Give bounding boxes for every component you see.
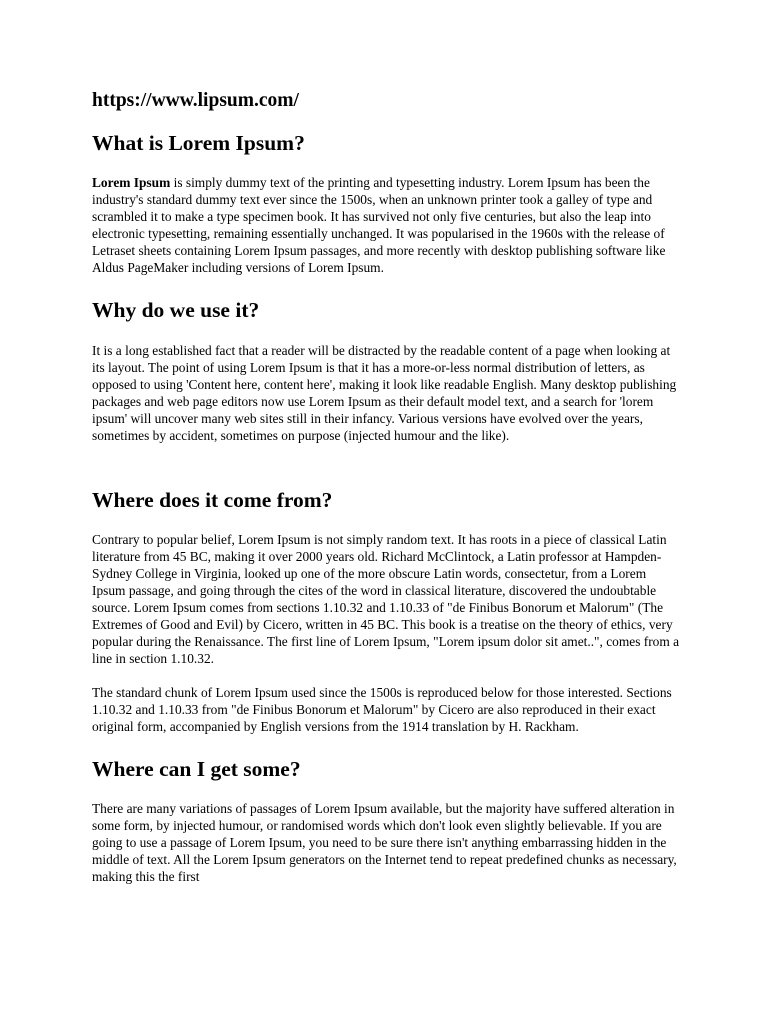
page-url: https://www.lipsum.com/	[92, 90, 299, 111]
heading-what-is-lorem-ipsum: What is Lorem Ipsum?	[92, 131, 305, 155]
paragraph-where-can-i-get-some: There are many variations of passages of Lorem Ipsum available, but the majority have suffered alteration in some form, by injected humour, or randomised words which don't look even slightly believable. If you are going to use a passage of Lorem Ipsum, you need to be sure there isn't anything embarrassing hidden in the middle of text. All the Lorem Ipsum generators on the Internet tend to repeat predefined chunks as necessary, making this the first	[92, 801, 677, 884]
paragraph-where-does-it-come-from: Contrary to popular belief, Lorem Ipsum is not simply random text. It has roots in a piece of classical Latin literature from 45 BC, making it over 2000 years old. Richard McClintock, a Latin professor at Hampden-Sydney College in Virginia, looked up one of the more obscure Latin words, consectetur, from a Lorem Ipsum passage, and going through the cites of the word in classical literature, discovered the undoubtable source. Lorem Ipsum comes from sections 1.10.32 and 1.10.33 of "de Finibus Bonorum et Malorum" (The Extremes of Good and Evil) by Cicero, written in 45 BC. This book is a treatise on the theory of ethics, very popular during the Renaissance. The first line of Lorem Ipsum, "Lorem ipsum dolor sit amet..", comes from a line in section 1.10.32.	[92, 532, 680, 666]
document-page	[92, 88, 680, 885]
heading-where-does-it-come-from: Where does it come from?	[92, 488, 333, 512]
paragraph-text: is simply dummy text of the printing and typesetting industry. Lorem Ipsum has been the industry's standard dummy text ever since the 1500s, when an unknown printer took a galley of type and scrambled it to make a type specimen book. It has survived not only five centuries, but also the leap into electronic typesetting, remaining essentially unchanged. It was popularised in the 1960s with the release of Letraset sheets containing Lorem Ipsum passages, and more recently with desktop publishing software like Aldus PageMaker including versions of Lorem Ipsum.	[92, 175, 666, 275]
lead-bold-term: Lorem Ipsum	[92, 175, 171, 190]
heading-where-can-i-get-some: Where can I get some?	[92, 757, 301, 781]
heading-why-do-we-use-it: Why do we use it?	[92, 298, 260, 322]
paragraph-why-do-we-use-it: It is a long established fact that a reader will be distracted by the readable content of a page when looking at its layout. The point of using Lorem Ipsum is that it has a more-or-less normal distribution of letters, as opposed to using 'Content here, content here', making it look like readable English. Many desktop publishing packages and web page editors now use Lorem Ipsum as their default model text, and a search for 'lorem ipsum' will uncover many web sites still in their infancy. Various versions have evolved over the years, sometimes by accident, sometimes on purpose (injected humour and the like).	[92, 343, 677, 443]
paragraph-standard-chunk: The standard chunk of Lorem Ipsum used since the 1500s is reproduced below for those interested. Sections 1.10.32 and 1.10.33 from "de Finibus Bonorum et Malorum" by Cicero are also reproduced in their exact original form, accompanied by English versions from the 1914 translation by H. Rackham.	[92, 685, 672, 734]
paragraph-what-is-lorem-ipsum	[92, 174, 680, 276]
